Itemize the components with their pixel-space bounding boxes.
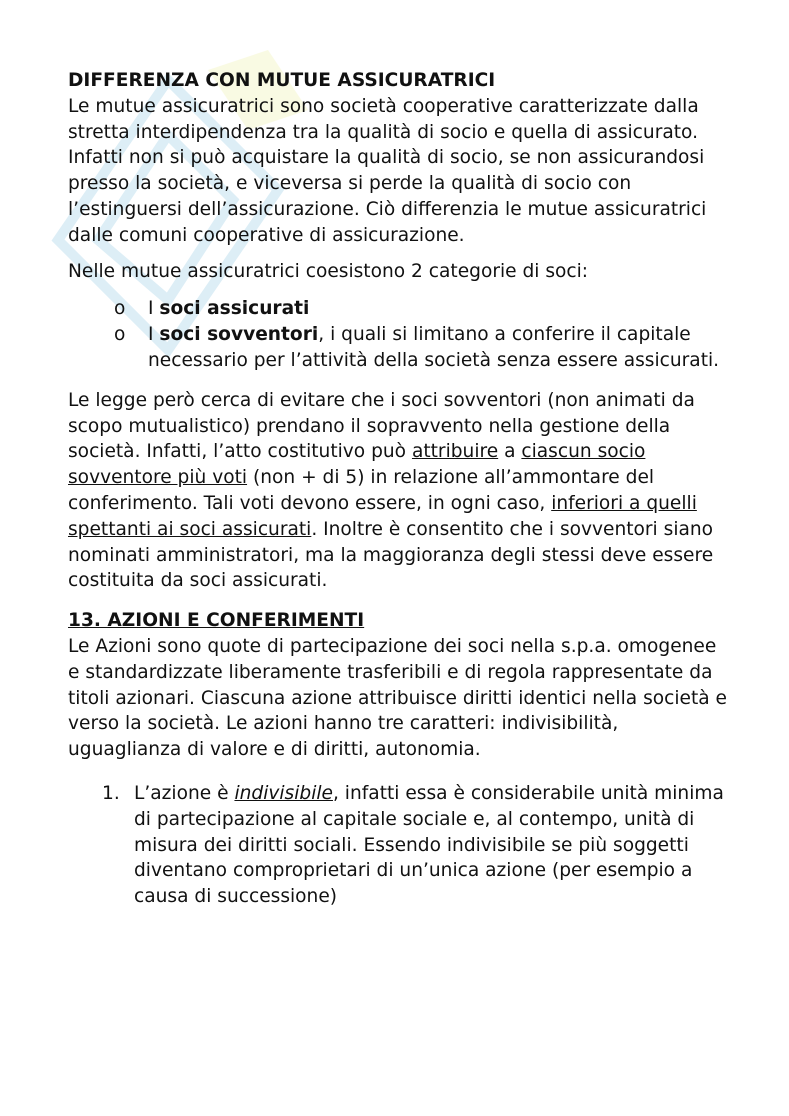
underlined-text: attribuire [411, 441, 499, 463]
list-item-text: , i quali si limitano a conferire il capitale necessario per l’attività della società senza essere assicurati. [148, 324, 720, 371]
text-run: (non + di 5) in relazione all’ammontare del conferimento. Tali voti devono essere, in ogni caso, [68, 467, 655, 514]
list-item-prefix: I [148, 298, 160, 320]
section-title-azioni: 13. AZIONI E CONFERIMENTI [68, 610, 365, 632]
list-item [68, 322, 728, 374]
list-item [68, 296, 728, 322]
bullet-marker: o [114, 298, 126, 320]
list-item-prefix: I [148, 324, 160, 346]
list-item-text: , infatti essa è considerabile unità minima di partecipazione al capitale sociale e, al contempo, unità di misura dei diritti sociali. Essendo indivisibile se più soggetti diventano comproprietari di un’unica azione (per esempio a causa di successione) [134, 782, 724, 908]
text-run: Le legge però cerca di evitare che i soci sovventori (non animati da scopo mutualistico) prendano il sopravvento nella gestione della società. Infatti, l’atto costitutivo può [68, 389, 695, 463]
list-item-prefix: L’azione è [134, 782, 235, 804]
categorie-soci-list [68, 296, 728, 373]
paragraph-soci-sovventori [68, 388, 728, 594]
underlined-text: inferiori a quelli spettanti ai soci assicurati [68, 492, 697, 540]
text-run: a [498, 441, 522, 463]
section-title-mutue: DIFFERENZA CON MUTUE ASSICURATRICI [68, 70, 496, 91]
paragraph-mutue-intro: Le mutue assicuratrici sono società cooperative caratterizzate dalla stretta interdipendenza tra la qualità di socio e quella di assicurato. Infatti non si può acquistare la qualità di socio, se non assicurandosi presso la società, e viceversa si perde la qualità di socio con l’estinguersi dell’assicurazione. Ciò differenzia le mutue assicuratrici dalle comuni cooperative di assicurazione. [68, 95, 707, 246]
paragraph-categorie-soci: Nelle mutue assicuratrici coesistono 2 categorie di soci: [68, 260, 589, 282]
emphasized-term: indivisibile [234, 782, 333, 804]
bullet-marker: o [114, 324, 126, 346]
text-run: . Inoltre è consentito che i sovventori siano nominati amministratori, ma la maggioranza degli stessi deve essere costituita da soci assicurati. [68, 518, 714, 592]
list-item-term: soci sovventori [159, 324, 319, 346]
list-item [68, 781, 728, 910]
list-item-term: soci assicurati [159, 298, 310, 320]
number-marker: 1. [102, 782, 120, 804]
paragraph-azioni-intro: Le Azioni sono quote di partecipazione dei soci nella s.p.a. omogenee e standardizzate liberamente trasferibili e di regola rappresentate da titoli azionari. Ciascuna azione attribuisce diritti identici nella società e verso la società. Le azioni hanno tre caratteri: indivisibilità, uguaglianza di valore e di diritti, autonomia. [68, 635, 727, 761]
caratteri-azioni-list [68, 781, 728, 910]
underlined-text: ciascun socio sovventore più voti [68, 441, 646, 489]
document-page [68, 68, 728, 910]
